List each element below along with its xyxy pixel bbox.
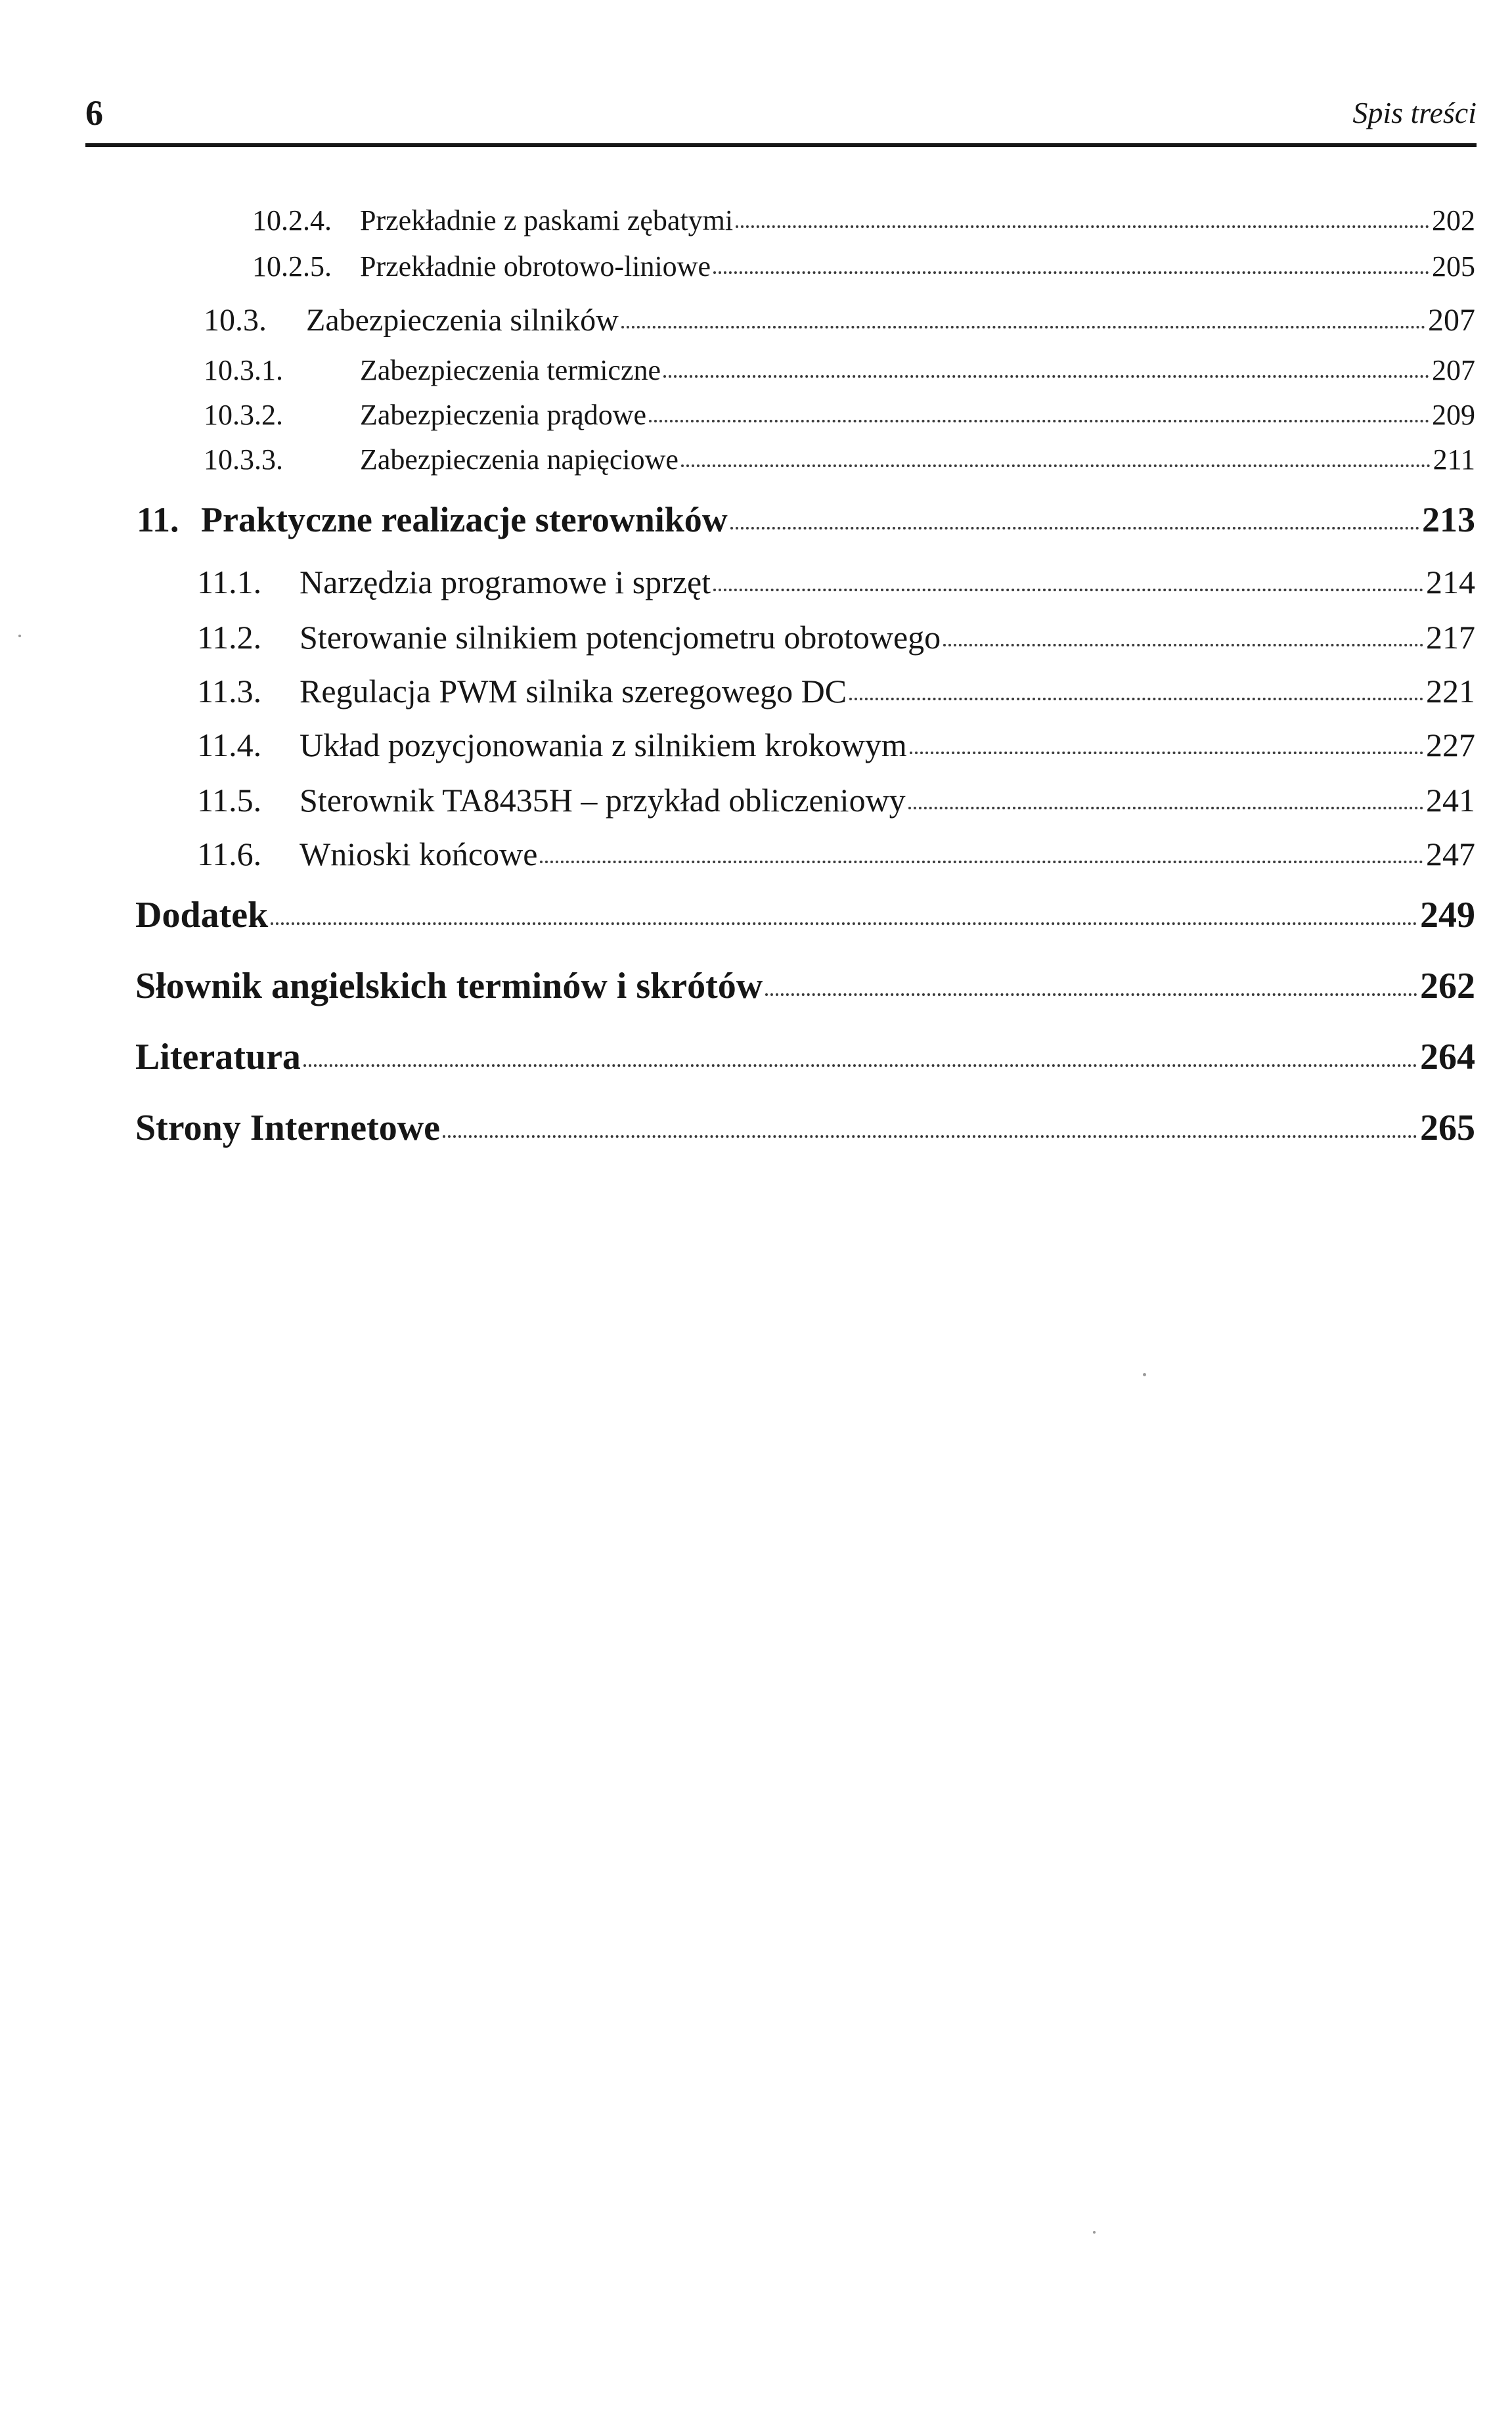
toc-entry-title: Sterowanie silnikiem potencjometru obrotowego — [300, 619, 941, 656]
toc-entry-page: 265 — [1420, 1108, 1475, 1148]
toc-entry-title: Dodatek — [135, 895, 269, 935]
toc-entry-title: Zabezpieczenia napięciowe — [360, 443, 678, 476]
toc-entry-number: 10.2.5. — [252, 250, 332, 282]
toc-entry-page: 213 — [1422, 500, 1475, 539]
scan-speck — [1093, 2231, 1096, 2234]
toc-entry — [197, 561, 1475, 603]
page-number: 6 — [85, 93, 103, 133]
dot-leader — [540, 861, 1423, 863]
dot-leader — [713, 589, 1423, 591]
toc-entry-title: Praktyczne realizacje sterowników — [201, 500, 728, 539]
toc-appendix-entry — [135, 892, 1475, 938]
toc-entry-number: 11.4. — [197, 727, 262, 763]
toc-entry-number: 10.3. — [204, 303, 267, 338]
toc-entry-number: 10.3.1. — [204, 354, 283, 386]
toc-entry — [204, 395, 1475, 435]
toc-entry-page: 221 — [1426, 673, 1475, 709]
toc-entry-page: 202 — [1432, 204, 1475, 236]
toc-entry-page: 241 — [1426, 782, 1475, 819]
toc-entry-number: 11.5. — [197, 782, 262, 819]
toc-entry — [197, 670, 1475, 712]
toc-entry-title: Wnioski końcowe — [300, 836, 538, 872]
toc-entry-title: Sterownik TA8435H – przykład obliczeniowy — [300, 782, 906, 819]
toc-entry-title: Zabezpieczenia termiczne — [360, 354, 661, 386]
toc-appendix-entry — [135, 1034, 1475, 1080]
toc-entry-page: 247 — [1426, 836, 1475, 872]
running-title: Spis treści — [1352, 96, 1477, 129]
toc-entry-page: 249 — [1420, 895, 1475, 935]
dot-leader — [713, 271, 1429, 274]
toc-entry-page: 211 — [1433, 443, 1475, 476]
toc-entry-number: 10.3.2. — [204, 399, 283, 431]
dot-leader — [649, 420, 1429, 422]
toc-entry — [204, 440, 1475, 480]
dot-leader — [271, 922, 1417, 925]
dot-leader — [943, 644, 1423, 646]
dot-leader — [849, 698, 1423, 700]
toc-entry-number: 11.6. — [197, 836, 262, 872]
scan-speck — [18, 635, 21, 637]
toc-entry-page: 205 — [1432, 250, 1475, 282]
header-rule — [85, 143, 1477, 147]
toc-entry-page: 262 — [1420, 966, 1475, 1006]
dot-leader — [736, 225, 1429, 228]
toc-entry-number: 11. — [137, 500, 179, 539]
toc-chapter-entry — [137, 498, 1475, 541]
toc-entry-title: Układ pozycjonowania z silnikiem krokowym — [300, 727, 907, 763]
toc-entry — [252, 247, 1475, 286]
toc-entry — [197, 779, 1475, 821]
dot-leader — [681, 464, 1431, 467]
toc-entry-title: Przekładnie obrotowo-liniowe — [360, 250, 711, 282]
page-header — [85, 93, 1477, 147]
toc-entry — [197, 616, 1475, 658]
toc-entry — [197, 833, 1475, 875]
toc-entry-title: Literatura — [135, 1037, 301, 1077]
toc-entry-number: 10.3.3. — [204, 443, 283, 476]
toc-entry-title: Przekładnie z paskami zębatymi — [360, 204, 734, 236]
toc-entry-title: Narzędzia programowe i sprzęt — [300, 564, 711, 600]
toc-appendix-entry — [135, 963, 1475, 1009]
toc-entry — [204, 351, 1475, 390]
toc-entry-number: 11.1. — [197, 564, 262, 600]
dot-leader — [303, 1064, 1417, 1067]
dot-leader — [621, 326, 1425, 328]
dot-leader — [765, 993, 1417, 996]
dot-leader — [908, 807, 1423, 809]
toc-entry-number: 11.3. — [197, 673, 262, 709]
toc-entry-title: Słownik angielskich terminów i skrótów — [135, 966, 763, 1006]
scan-speck — [1143, 1373, 1146, 1376]
toc-entry-page: 209 — [1432, 399, 1475, 431]
dot-leader — [443, 1135, 1417, 1138]
toc-entry-number: 11.2. — [197, 619, 262, 656]
toc-entry-title: Regulacja PWM silnika szeregowego DC — [300, 673, 847, 709]
toc-entry — [252, 201, 1475, 240]
toc-entry-title: Zabezpieczenia silników — [306, 303, 619, 338]
toc-entry-page: 214 — [1426, 564, 1475, 600]
toc-entry-title: Strony Internetowe — [135, 1108, 441, 1148]
dot-leader — [730, 527, 1419, 529]
toc-entry-page: 217 — [1426, 619, 1475, 656]
toc-entry — [204, 301, 1475, 340]
toc-entry-page: 207 — [1428, 303, 1475, 338]
toc-entry-page: 264 — [1420, 1037, 1475, 1077]
toc-entry — [197, 724, 1475, 766]
toc-entry-page: 227 — [1426, 727, 1475, 763]
toc-entry-title: Zabezpieczenia prądowe — [360, 399, 647, 431]
dot-leader — [663, 375, 1429, 378]
dot-leader — [910, 752, 1423, 754]
toc-entry-page: 207 — [1432, 354, 1475, 386]
toc-entry-number: 10.2.4. — [252, 204, 332, 236]
toc-appendix-entry — [135, 1105, 1475, 1151]
